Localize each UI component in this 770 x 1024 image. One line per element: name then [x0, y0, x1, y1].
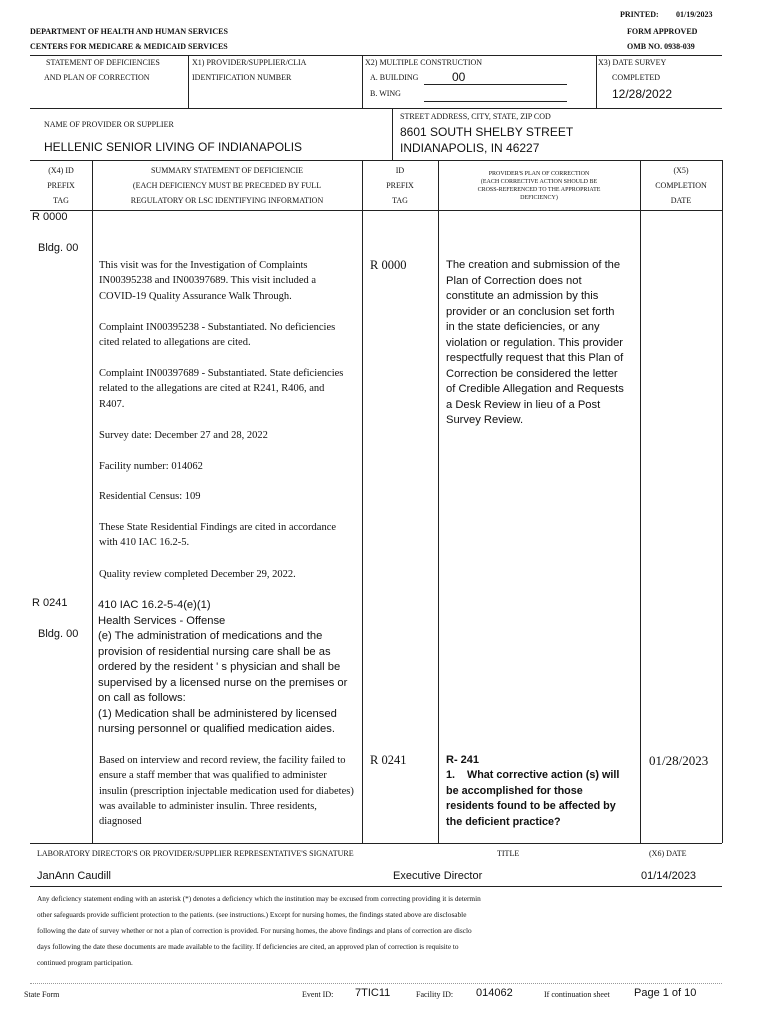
- entry1-plan-text: The creation and submission of the Plan of Correction does not constitute an admission by this provider or an conclusion set forth in the state deficiencies, or any violation or regulation. This provider respectfully request that this Plan of Correction be considered the letter of Credible Allegation and Requests a Desk Review in lieu of a Post Survey Review.: [446, 259, 624, 426]
- footnote-line-2: other safeguards provide sufficient protection to the patients. (see instructions.) Except for nursing homes, the findings stated above are disclosable: [37, 910, 467, 919]
- continuation-label: If continuation sheet: [544, 990, 610, 999]
- date-header: DATE: [670, 196, 692, 205]
- cms-title: CENTERS FOR MEDICARE & MEDICAID SERVICES: [30, 42, 228, 51]
- event-id-label: Event ID:: [302, 990, 334, 999]
- printed-label: PRINTED:: [620, 10, 659, 19]
- omb-number: OMB NO. 0938-039: [627, 42, 695, 51]
- building-value: 00: [452, 70, 466, 84]
- plan-header-1: PROVIDER'S PLAN OF CORRECTION: [488, 171, 590, 177]
- signature-label: LABORATORY DIRECTOR'S OR PROVIDER/SUPPLIER REPRESENTATIVE'S SIGNATURE: [37, 849, 354, 858]
- entry2-completion-date: 01/28/2023: [649, 753, 709, 768]
- address-line-1: 8601 SOUTH SHELBY STREET: [400, 125, 574, 139]
- footnote-line-5: continued program participation.: [37, 958, 133, 967]
- x4-tag-header: TAG: [53, 196, 69, 205]
- entry1-paragraph-7: These State Residential Findings are cited in accordance with 410 IAC 16.2-5.: [99, 522, 337, 549]
- footnote-line-1: Any deficiency statement ending with an asterisk (*) denotes a deficiency which the institution may be excused from correcting providing it is determin: [37, 894, 481, 903]
- state-form-label: State Form: [24, 990, 60, 999]
- building-label: A. BUILDING: [370, 73, 419, 82]
- entry2-plan-title: R- 241: [446, 754, 480, 766]
- summary-header-1: SUMMARY STATEMENT OF DEFICIENCIE: [150, 166, 304, 175]
- entry1-paragraph-8: Quality review completed December 29, 2022.: [99, 569, 296, 580]
- plan-header-3: CROSS-REFERENCED TO THE APPROPRIATE: [477, 187, 601, 193]
- page-number: Page 1 of 10: [634, 987, 697, 999]
- summary-header-3: REGULATORY OR LSC IDENTIFYING INFORMATION: [130, 196, 324, 205]
- printed-date: 01/19/2023: [676, 10, 713, 19]
- signer-title: Executive Director: [393, 870, 483, 882]
- entry2-id-tag: R 0241: [370, 753, 407, 767]
- entry1-paragraph-6: Residential Census: 109: [99, 491, 201, 502]
- wing-label: B. WING: [370, 89, 401, 98]
- signature-date: 01/14/2023: [641, 870, 697, 882]
- id-tag-header: TAG: [392, 196, 408, 205]
- plan-header-2: (EACH CORRECTIVE ACTION SHOULD BE: [480, 179, 598, 185]
- x4-id-header: (X4) ID: [48, 166, 74, 175]
- signer-name: JanAnn Caudill: [37, 870, 111, 882]
- statement-label-1: STATEMENT OF DEFICIENCIES: [46, 58, 160, 67]
- entry1-building: Bldg. 00: [38, 242, 79, 254]
- footnote-line-4: days following the date these documents are made available to the facility. If deficiencies are cited, an approved plan of correction is requisite to: [37, 942, 459, 951]
- title-label: TITLE: [497, 849, 520, 858]
- provider-name-value: HELLENIC SENIOR LIVING OF INDIANAPOLIS: [44, 140, 303, 154]
- completed-label: COMPLETED: [612, 73, 660, 82]
- form-approved: FORM APPROVED: [627, 27, 698, 36]
- x4-prefix-header: PREFIX: [47, 181, 75, 190]
- provider-id-label-1: X1) PROVIDER/SUPPLIER/CLIA: [192, 58, 307, 67]
- entry2-building: Bldg. 00: [38, 628, 79, 640]
- facility-id-label: Facility ID:: [416, 990, 454, 999]
- completion-header: COMPLETION: [655, 181, 707, 190]
- entry2-plan-question: 1. What corrective action (s) will be accomplished for those residents found to be affected by the deficient practice?: [446, 769, 623, 828]
- id-header: ID: [395, 166, 405, 175]
- plan-header-4: DEFICIENCY): [520, 195, 558, 201]
- entry2-regulation: 410 IAC 16.2-5-4(e)(1) Health Services - Offense (e) The administration of medications and the provision of residential nursing care shall be as ordered by the resident ' s physician and shall be supervised by a licensed nurse on the premises or on call as follows: (1) Medication shall be administered by licensed nursing personnel or qualified medication aides.: [98, 599, 348, 735]
- provider-id-label-2: IDENTIFICATION NUMBER: [192, 73, 292, 82]
- entry1-id-tag: R 0000: [370, 258, 407, 272]
- entry1-paragraph-1: This visit was for the Investigation of Complaints IN00395238 and IN00397689. This visit included a COVID-19 Quality Assurance Walk Through.: [99, 260, 317, 302]
- date-survey-label: X3) DATE SURVEY: [598, 58, 667, 67]
- entry1-paragraph-2: Complaint IN00395238 - Substantiated. No deficiencies cited related to allegations are cited.: [99, 322, 336, 349]
- address-line-2: INDIANAPOLIS, IN 46227: [400, 141, 540, 155]
- statement-label-2: AND PLAN OF CORRECTION: [44, 73, 150, 82]
- department-title: DEPARTMENT OF HEALTH AND HUMAN SERVICES: [30, 27, 228, 36]
- x5-header: (X5): [673, 166, 689, 175]
- facility-id-value: 014062: [476, 987, 513, 999]
- entry2-tag: R 0241: [32, 597, 68, 609]
- entry1-tag: R 0000: [32, 211, 68, 223]
- footnote-line-3: following the date of survey whether or not a plan of correction is provided. For nursing homes, the above findings and plans of correction are disclo: [37, 926, 472, 935]
- entry1-paragraph-4: Survey date: December 27 and 28, 2022: [99, 430, 268, 441]
- multiple-construction-label: X2) MULTIPLE CONSTRUCTION: [365, 58, 483, 67]
- summary-header-2: (EACH DEFICIENCY MUST BE PRECEDED BY FULL: [132, 181, 322, 190]
- provider-name-label: NAME OF PROVIDER OR SUPPLIER: [44, 120, 174, 129]
- id-prefix-header: PREFIX: [386, 181, 414, 190]
- survey-date-value: 12/28/2022: [612, 87, 673, 101]
- entry1-paragraph-3: Complaint IN00397689 - Substantiated. State deficiencies related to the allegations are cited at R241, R406, and R407.: [99, 368, 344, 410]
- event-id-value: 7TIC11: [355, 987, 391, 999]
- entry2-finding: Based on interview and record review, the facility failed to ensure a staff member that was qualified to administer insulin (prescription injectable medication used for diabetes) was available to administer insulin. Three residents, diagnosed: [99, 755, 354, 828]
- entry1-paragraph-5: Facility number: 014062: [99, 461, 203, 472]
- address-label: STREET ADDRESS, CITY, STATE, ZIP COD: [400, 112, 551, 121]
- x6-date-label: (X6) DATE: [649, 849, 687, 858]
